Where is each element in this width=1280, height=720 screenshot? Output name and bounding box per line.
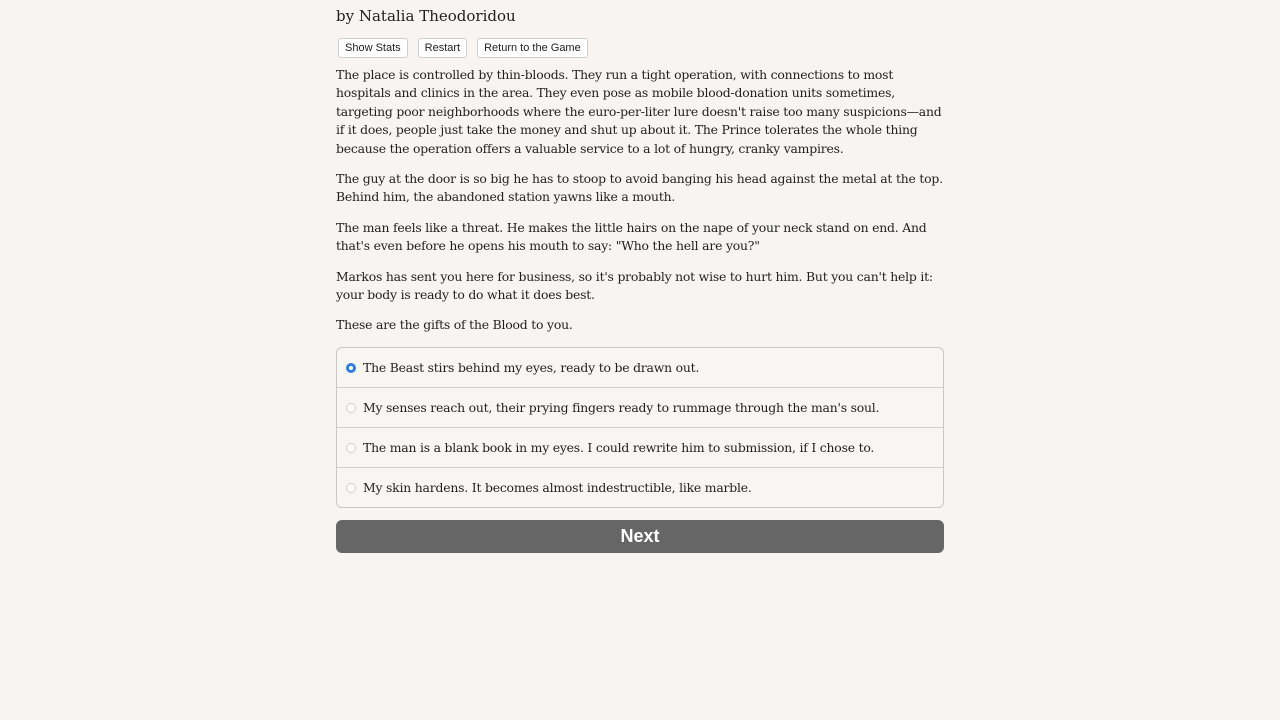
story-text (336, 66, 944, 347)
toolbar (338, 38, 588, 58)
restart-button[interactable]: Restart (418, 38, 467, 58)
radio-unselected-icon[interactable] (346, 403, 356, 413)
choice-label: The Beast stirs behind my eyes, ready to be drawn out. (363, 360, 700, 375)
choice-label: My senses reach out, their prying fingers ready to rummage through the man's soul. (363, 400, 880, 415)
radio-unselected-icon[interactable] (346, 483, 356, 493)
next-button[interactable]: Next (336, 520, 944, 553)
choice-label: The man is a blank book in my eyes. I could rewrite him to submission, if I chose to. (363, 440, 875, 455)
author-byline: by Natalia Theodoridou (336, 7, 516, 25)
choice-option-senses[interactable] (337, 387, 943, 427)
radio-selected-icon[interactable] (346, 363, 356, 373)
story-paragraph: The place is controlled by thin-bloods. They run a tight operation, with connections to most hospitals and clinics in the area. They even pose as mobile blood-donation units sometimes, targeting poor neighborhoods where the euro-per-liter lure doesn't raise too many suspicions—and if it does, people just take the money and shut up about it. The Prince tolerates the whole thing because the operation offers a valuable service to a lot of hungry, cranky vampires. (336, 67, 942, 156)
show-stats-button[interactable]: Show Stats (338, 38, 408, 58)
radio-unselected-icon[interactable] (346, 443, 356, 453)
choice-option-beast[interactable] (337, 348, 943, 387)
return-to-game-button[interactable]: Return to the Game (477, 38, 588, 58)
choice-list (336, 347, 944, 508)
story-paragraph: The man feels like a threat. He makes the little hairs on the nape of your neck stand on end. And that's even before he opens his mouth to say: "Who the hell are you?" (336, 219, 927, 254)
story-paragraph: These are the gifts of the Blood to you. (336, 317, 573, 333)
story-paragraph: The guy at the door is so big he has to stoop to avoid banging his head against the metal at the top. Behind him, the abandoned station yawns like a mouth. (336, 171, 943, 205)
choice-option-skin-hardens[interactable] (337, 467, 943, 507)
choice-label: My skin hardens. It becomes almost indestructible, like marble. (363, 480, 752, 495)
story-paragraph: Markos has sent you here for business, so it's probably not wise to hurt him. But you can't help it: your body is ready to do what it does best. (336, 268, 933, 303)
choice-option-blank-book[interactable] (337, 427, 943, 467)
